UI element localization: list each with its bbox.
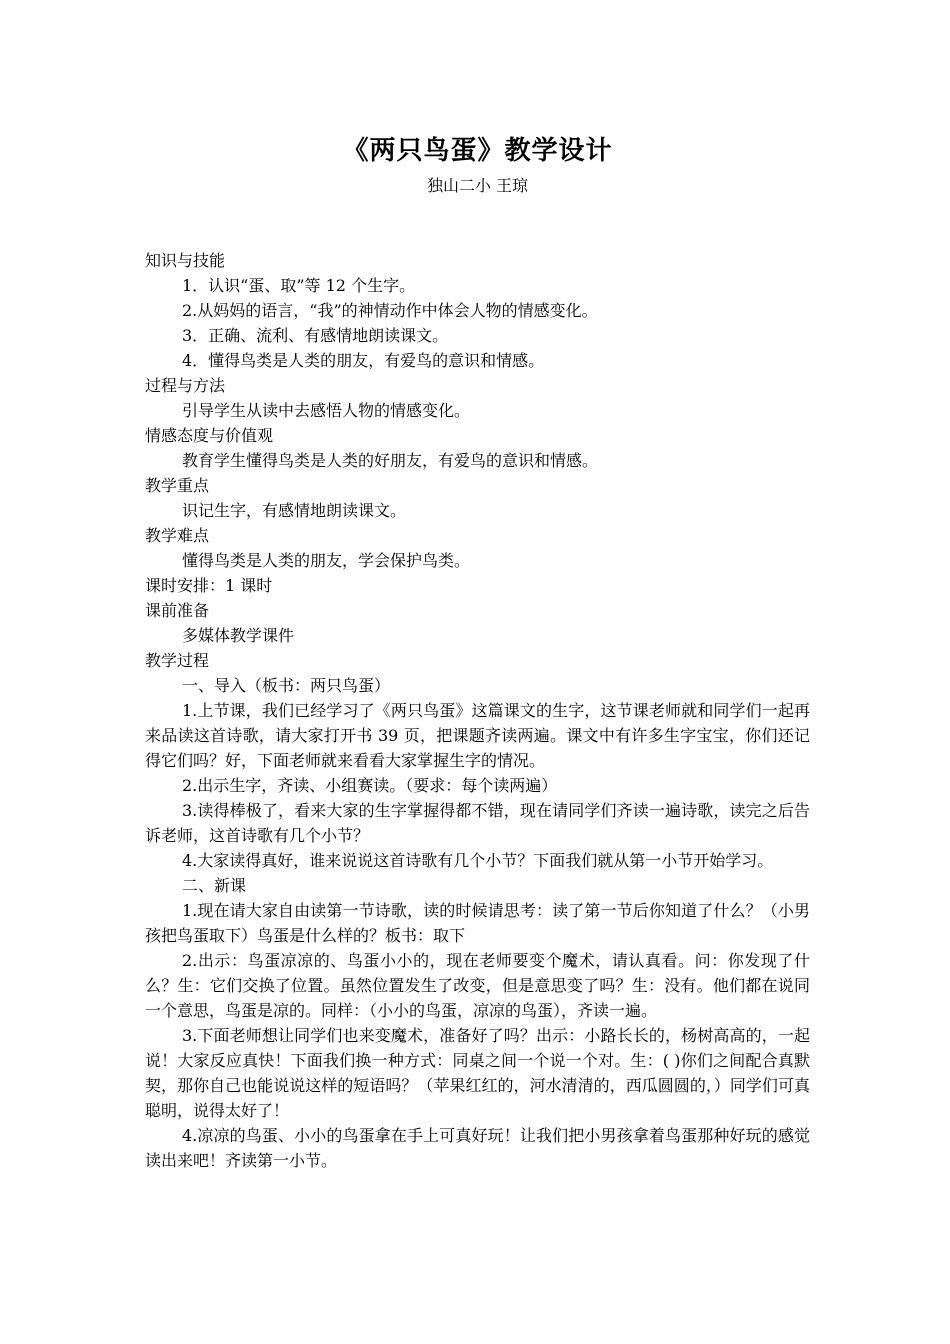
section-heading: 课时安排：1 课时 xyxy=(145,576,273,595)
paragraph: 4.凉凉的鸟蛋、小小的鸟蛋拿在手上可真好玩！让我们把小男孩拿着鸟蛋那种好玩的感觉读出来吧！齐读第一小节。 xyxy=(145,1126,810,1170)
section-heading: 教学难点 xyxy=(145,526,210,545)
paragraph: 识记生字，有感情地朗读课文。 xyxy=(182,501,407,520)
paragraph: 懂得鸟类是人类的朋友，学会保护鸟类。 xyxy=(182,551,471,570)
paragraph: 教育学生懂得鸟类是人类的好朋友，有爱鸟的意识和情感。 xyxy=(182,451,599,470)
paragraph: 2.出示：鸟蛋凉凉的、鸟蛋小小的，现在老师要变个魔术，请认真看。问：你发现了什么？生：它们交换了位置。虽然位置发生了改变，但是意思变了吗？生：没有。他们都在说同一个意思，鸟蛋是凉的。同样：（小小的鸟蛋，凉凉的鸟蛋），齐读一遍。 xyxy=(145,951,810,1020)
paragraph: 3.下面老师想让同学们也来变魔术，准备好了吗？出示：小路长长的，杨树高高的，一起说！大家反应真快！下面我们换一种方式：同桌之间一个说一个对。生：( )你们之间配合真默契，那你自己也能说说这样的短语吗？（苹果红红的，河水清清的，西瓜圆圆的，）同学们可真聪明，说得太好了！ xyxy=(145,1026,810,1120)
section-heading: 知识与技能 xyxy=(145,251,226,270)
paragraph: 1.上节课，我们已经学习了《两只鸟蛋》这篇课文的生字，这节课老师就和同学们一起再来品读这首诗歌，请大家打开书 39 页，把课题齐读两遍。课文中有许多生字宝宝，你们还记得它们吗？好，下面老师就来看看大家掌握生字的情况。 xyxy=(145,701,810,770)
paragraph: 2.从妈妈的语言，“我”的神情动作中体会人物的情感变化。 xyxy=(182,301,598,320)
paragraph: 1.现在请大家自由读第一节诗歌，读的时候请思考：读了第一节后你知道了什么？（小男孩把鸟蛋取下）鸟蛋是什么样的？板书：取下 xyxy=(145,901,810,945)
section-heading: 情感态度与价值观 xyxy=(145,426,274,445)
document-body xyxy=(145,248,810,1173)
paragraph: 多媒体教学课件 xyxy=(182,626,295,645)
paragraph: 4．懂得鸟类是人类的朋友，有爱鸟的意识和情感。 xyxy=(182,351,545,370)
document-page xyxy=(145,130,810,1173)
paragraph: 一、导入（板书：两只鸟蛋） xyxy=(182,676,391,695)
paragraph: 二、新课 xyxy=(182,876,247,895)
section-heading: 教学过程 xyxy=(145,651,210,670)
section-heading: 课前准备 xyxy=(145,601,210,620)
section-heading: 过程与方法 xyxy=(145,376,226,395)
paragraph: 1．认识“蛋、取”等 12 个生字。 xyxy=(182,276,416,295)
document-author: 独山二小 王琼 xyxy=(426,176,529,195)
paragraph: 3．正确、流利、有感情地朗读课文。 xyxy=(182,326,449,345)
paragraph: 2.出示生字，齐读、小组赛读。（要求：每个读两遍） xyxy=(182,776,558,795)
document-title: 《两只鸟蛋》教学设计 xyxy=(342,136,613,166)
paragraph: 3.读得棒极了，看来大家的生字掌握得都不错，现在请同学们齐读一遍诗歌，读完之后告诉老师，这首诗歌有几个小节？ xyxy=(145,801,810,845)
paragraph: 4.大家读得真好，谁来说说这首诗歌有几个小节？下面我们就从第一小节开始学习。 xyxy=(182,851,774,870)
paragraph: 引导学生从读中去感悟人物的情感变化。 xyxy=(182,401,471,420)
section-heading: 教学重点 xyxy=(145,476,210,495)
